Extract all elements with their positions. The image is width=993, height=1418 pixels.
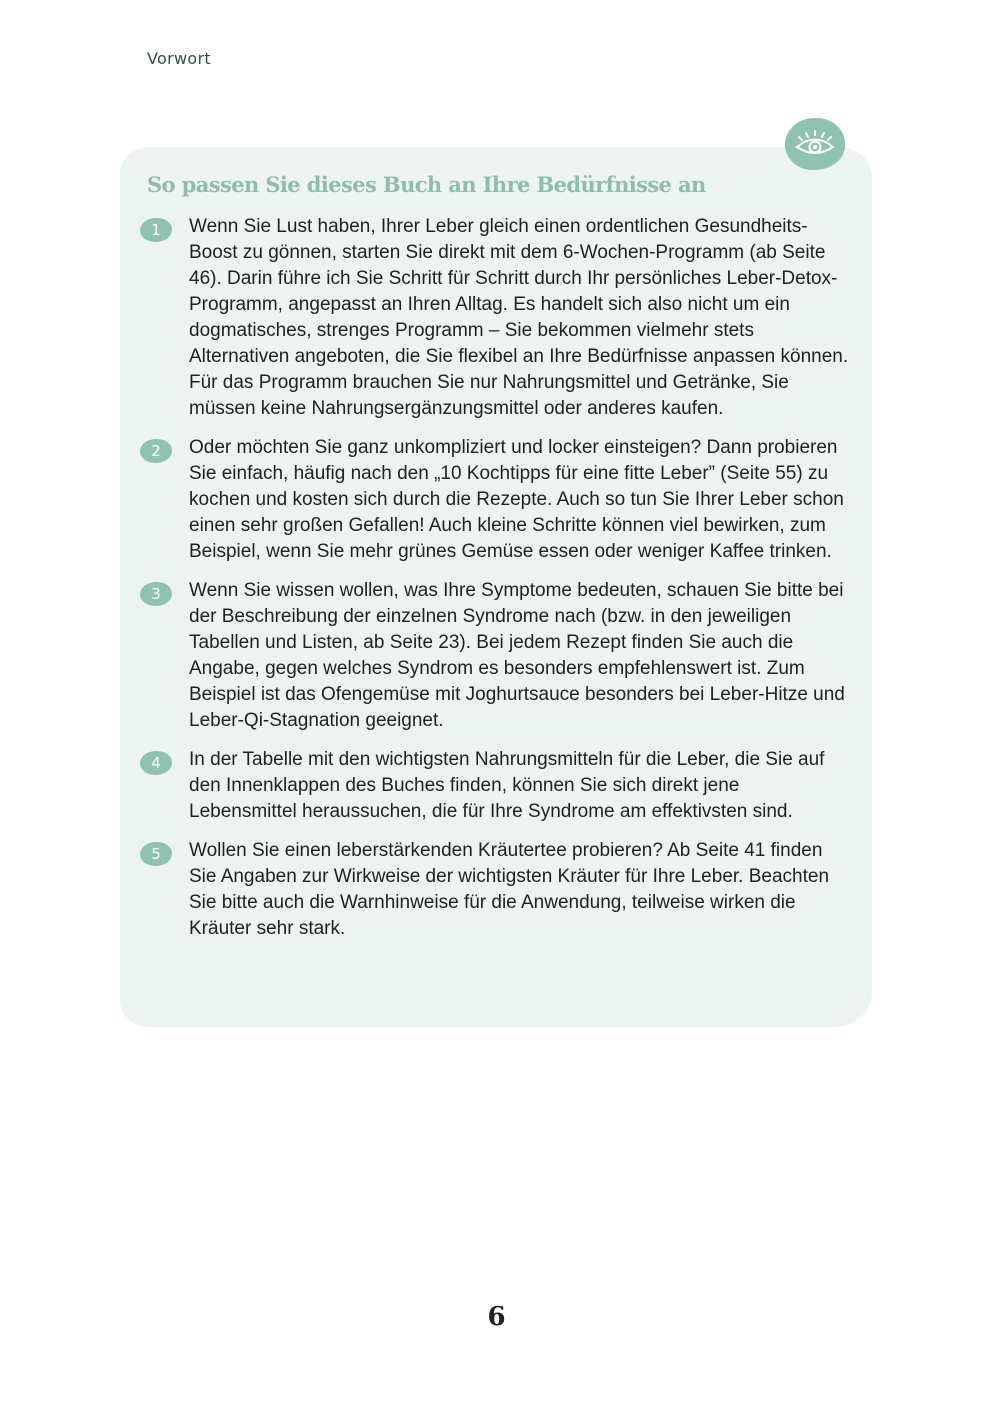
item-number-badge: 5 bbox=[140, 842, 172, 866]
tips-list bbox=[140, 214, 852, 955]
item-number-badge: 1 bbox=[140, 218, 172, 242]
list-item bbox=[140, 435, 852, 565]
item-text: Oder möchten Sie ganz unkompliziert und locker einsteigen? Dann probieren Sie einfach, häufig nach den „10 Kochtipps für eine fitte Leber” (Seite 55) zu kochen und kosten sich durch die Rezepte. Auch so tun Sie Ihrer Leber schon einen sehr großen Gefallen! Auch kleine Schritte können viel bewirken, zum Beispiel, wenn Sie mehr grünes Gemüse essen oder weniger Kaffee trinken. bbox=[189, 437, 844, 562]
eye-badge bbox=[785, 118, 845, 170]
list-item bbox=[140, 838, 852, 942]
item-text: Wollen Sie einen leberstärkenden Kräutertee probieren? Ab Seite 41 finden Sie Angaben zur Wirkweise der wichtigsten Kräuter für Ihre Leber. Beachten Sie bitte auch die Warnhinweise für die Anwendung, teilweise wirken die Kräuter sehr stark. bbox=[189, 840, 830, 939]
item-text: Wenn Sie Lust haben, Ihrer Leber gleich einen ordentlichen Gesundheits-Boost zu gönnen, starten Sie direkt mit dem 6-Wochen-Programm (ab Seite 46). Darin führe ich Sie Schritt für Schritt durch Ihr persönliches Leber-Detox-Programm, angepasst an Ihren Alltag. Es handelt sich also nicht um ein dogmatisches, strenges Programm – Sie bekommen vielmehr stets Alternativen angeboten, die Sie flexibel an Ihre Bedürfnisse anpassen können. Für das Programm brauchen Sie nur Nahrungsmittel und Getränke, Sie müssen keine Nahrungsergänzungsmittel oder anderes kaufen. bbox=[189, 216, 849, 419]
list-item bbox=[140, 578, 852, 734]
running-head: Vorwort bbox=[147, 49, 211, 68]
item-number-badge: 3 bbox=[140, 582, 172, 606]
list-item bbox=[140, 747, 852, 825]
item-number-badge: 4 bbox=[140, 751, 172, 775]
list-item bbox=[140, 214, 852, 422]
item-text: Wenn Sie wissen wollen, was Ihre Symptome bedeuten, schauen Sie bitte bei der Beschreibung der einzelnen Syndrome nach (bzw. in den jeweiligen Tabellen und Listen, ab Seite 23). Bei jedem Rezept finden Sie auch die Angabe, gegen welches Syndrom es besonders empfehlenswert ist. Zum Beispiel ist das Ofengemüse mit Joghurtsauce besonders bei Leber-Hitze und Leber-Qi-Stagnation geeignet. bbox=[189, 580, 845, 731]
page-number: 6 bbox=[487, 1302, 506, 1332]
eye-icon bbox=[792, 128, 838, 160]
item-number-badge: 2 bbox=[140, 439, 172, 463]
item-text: In der Tabelle mit den wichtigsten Nahrungsmitteln für die Leber, die Sie auf den Innenklappen des Buches finden, können Sie sich direkt jene Lebensmittel heraussuchen, die für Ihre Syndrome am effektivsten sind. bbox=[189, 749, 825, 822]
box-title: So passen Sie dieses Buch an Ihre Bedürfnisse an bbox=[147, 172, 706, 197]
